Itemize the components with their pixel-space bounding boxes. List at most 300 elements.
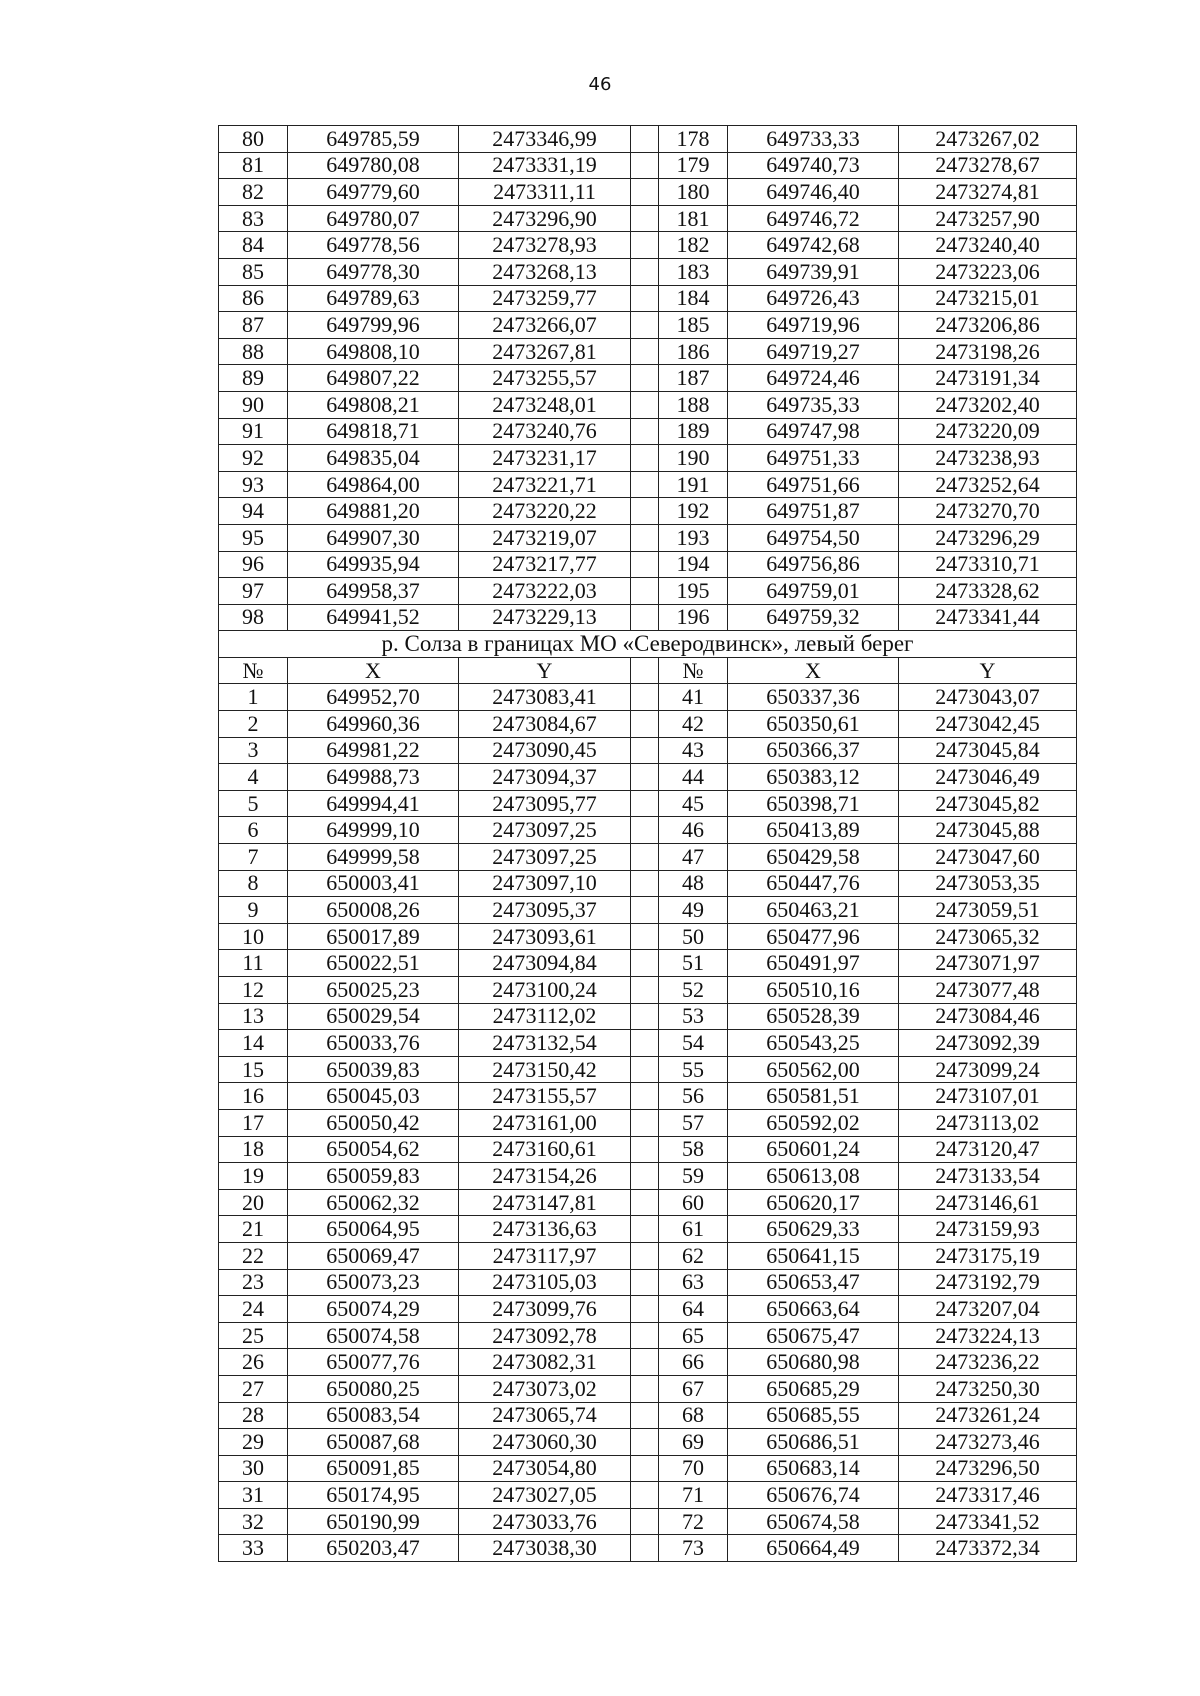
left-y-coordinate-cell: 2473219,07 — [459, 524, 631, 551]
right-point-number-cell: 50 — [659, 923, 728, 950]
right-point-number-cell: 67 — [659, 1375, 728, 1402]
right-point-number-cell: 63 — [659, 1269, 728, 1296]
spacer-cell — [631, 1242, 659, 1269]
right-x-coordinate-cell: 649754,50 — [728, 524, 899, 551]
spacer-cell — [631, 604, 659, 631]
right-y-coordinate-cell: 2473191,34 — [899, 365, 1077, 392]
right-point-number-cell: 182 — [659, 232, 728, 259]
right-point-number-cell: 59 — [659, 1163, 728, 1190]
left-x-coordinate-cell: 650025,23 — [288, 977, 459, 1004]
right-point-number-cell: 72 — [659, 1508, 728, 1535]
left-y-coordinate-cell: 2473221,71 — [459, 471, 631, 498]
left-x-coordinate-cell: 650003,41 — [288, 870, 459, 897]
right-x-coordinate-cell: 650641,15 — [728, 1242, 899, 1269]
table-row — [219, 1349, 1077, 1376]
left-point-number-cell: 96 — [219, 551, 288, 578]
left-y-coordinate-cell: 2473084,67 — [459, 711, 631, 738]
right-y-coordinate-cell: 2473261,24 — [899, 1402, 1077, 1429]
right-point-number-cell: 53 — [659, 1003, 728, 1030]
right-x-coordinate-cell: 649739,91 — [728, 258, 899, 285]
right-point-number-cell: 190 — [659, 445, 728, 472]
right-y-coordinate-cell: 2473257,90 — [899, 205, 1077, 232]
right-x-coordinate-cell: 650543,25 — [728, 1030, 899, 1057]
spacer-cell — [631, 1508, 659, 1535]
left-x-coordinate-cell: 649994,41 — [288, 790, 459, 817]
right-x-coordinate-cell: 649756,86 — [728, 551, 899, 578]
spacer-cell — [631, 1322, 659, 1349]
left-y-coordinate-cell: 2473154,26 — [459, 1163, 631, 1190]
table-row — [219, 205, 1077, 232]
spacer-cell — [631, 1189, 659, 1216]
right-point-number-cell: 43 — [659, 737, 728, 764]
table-row — [219, 1003, 1077, 1030]
right-point-number-cell: 65 — [659, 1322, 728, 1349]
right-point-number-cell: 188 — [659, 391, 728, 418]
left-point-number-cell: 10 — [219, 923, 288, 950]
left-point-number-cell: 23 — [219, 1269, 288, 1296]
left-point-number-cell: 30 — [219, 1455, 288, 1482]
right-x-coordinate-cell: 650429,58 — [728, 844, 899, 871]
left-point-number-cell: 33 — [219, 1535, 288, 1562]
left-x-coordinate-cell: 650059,83 — [288, 1163, 459, 1190]
right-y-coordinate-cell: 2473046,49 — [899, 764, 1077, 791]
right-point-number-cell: 46 — [659, 817, 728, 844]
right-y-coordinate-cell: 2473077,48 — [899, 977, 1077, 1004]
left-x-coordinate-cell: 650087,68 — [288, 1429, 459, 1456]
number-header: № — [219, 657, 288, 684]
right-x-coordinate-cell: 650366,37 — [728, 737, 899, 764]
left-y-coordinate-cell: 2473038,30 — [459, 1535, 631, 1562]
right-point-number-cell: 42 — [659, 711, 728, 738]
right-point-number-cell: 60 — [659, 1189, 728, 1216]
table-row — [219, 1216, 1077, 1243]
left-y-coordinate-cell: 2473160,61 — [459, 1136, 631, 1163]
left-point-number-cell: 88 — [219, 338, 288, 365]
right-y-coordinate-cell: 2473240,40 — [899, 232, 1077, 259]
right-point-number-cell: 58 — [659, 1136, 728, 1163]
left-x-coordinate-cell: 649808,10 — [288, 338, 459, 365]
left-y-coordinate-cell: 2473112,02 — [459, 1003, 631, 1030]
left-point-number-cell: 89 — [219, 365, 288, 392]
right-x-coordinate-cell: 650398,71 — [728, 790, 899, 817]
left-point-number-cell: 25 — [219, 1322, 288, 1349]
left-x-coordinate-cell: 649864,00 — [288, 471, 459, 498]
right-y-coordinate-cell: 2473059,51 — [899, 897, 1077, 924]
left-point-number-cell: 97 — [219, 578, 288, 605]
x-header: X — [728, 657, 899, 684]
right-y-coordinate-cell: 2473192,79 — [899, 1269, 1077, 1296]
left-x-coordinate-cell: 650203,47 — [288, 1535, 459, 1562]
right-x-coordinate-cell: 650477,96 — [728, 923, 899, 950]
table-row — [219, 1056, 1077, 1083]
right-point-number-cell: 66 — [659, 1349, 728, 1376]
right-point-number-cell: 70 — [659, 1455, 728, 1482]
right-x-coordinate-cell: 650601,24 — [728, 1136, 899, 1163]
right-y-coordinate-cell: 2473238,93 — [899, 445, 1077, 472]
left-y-coordinate-cell: 2473060,30 — [459, 1429, 631, 1456]
left-x-coordinate-cell: 650074,29 — [288, 1296, 459, 1323]
right-x-coordinate-cell: 650664,49 — [728, 1535, 899, 1562]
right-x-coordinate-cell: 650383,12 — [728, 764, 899, 791]
left-y-coordinate-cell: 2473054,80 — [459, 1455, 631, 1482]
left-point-number-cell: 26 — [219, 1349, 288, 1376]
left-x-coordinate-cell: 650039,83 — [288, 1056, 459, 1083]
table-row — [219, 1189, 1077, 1216]
left-point-number-cell: 83 — [219, 205, 288, 232]
spacer-cell — [631, 1030, 659, 1057]
right-x-coordinate-cell: 650581,51 — [728, 1083, 899, 1110]
spacer-cell — [631, 1056, 659, 1083]
right-y-coordinate-cell: 2473198,26 — [899, 338, 1077, 365]
right-y-coordinate-cell: 2473099,24 — [899, 1056, 1077, 1083]
left-point-number-cell: 21 — [219, 1216, 288, 1243]
table-row — [219, 232, 1077, 259]
left-x-coordinate-cell: 649941,52 — [288, 604, 459, 631]
right-x-coordinate-cell: 650613,08 — [728, 1163, 899, 1190]
left-point-number-cell: 15 — [219, 1056, 288, 1083]
table-row — [219, 365, 1077, 392]
left-x-coordinate-cell: 649807,22 — [288, 365, 459, 392]
right-point-number-cell: 195 — [659, 578, 728, 605]
right-x-coordinate-cell: 650510,16 — [728, 977, 899, 1004]
table-row — [219, 604, 1077, 631]
table-row — [219, 258, 1077, 285]
right-point-number-cell: 54 — [659, 1030, 728, 1057]
left-x-coordinate-cell: 650008,26 — [288, 897, 459, 924]
spacer-cell — [631, 1402, 659, 1429]
right-x-coordinate-cell: 650683,14 — [728, 1455, 899, 1482]
right-y-coordinate-cell: 2473113,02 — [899, 1109, 1077, 1136]
left-point-number-cell: 31 — [219, 1482, 288, 1509]
right-x-coordinate-cell: 649742,68 — [728, 232, 899, 259]
table-row — [219, 312, 1077, 339]
right-y-coordinate-cell: 2473159,93 — [899, 1216, 1077, 1243]
right-point-number-cell: 49 — [659, 897, 728, 924]
left-y-coordinate-cell: 2473229,13 — [459, 604, 631, 631]
right-x-coordinate-cell: 650620,17 — [728, 1189, 899, 1216]
left-y-coordinate-cell: 2473267,81 — [459, 338, 631, 365]
spacer-cell — [631, 1535, 659, 1562]
left-point-number-cell: 18 — [219, 1136, 288, 1163]
table-row — [219, 870, 1077, 897]
left-point-number-cell: 92 — [219, 445, 288, 472]
right-point-number-cell: 45 — [659, 790, 728, 817]
page-number: 46 — [588, 74, 612, 95]
spacer-cell — [631, 1083, 659, 1110]
left-x-coordinate-cell: 650054,62 — [288, 1136, 459, 1163]
right-point-number-cell: 192 — [659, 498, 728, 525]
section-title-row — [219, 631, 1077, 658]
table-row — [219, 152, 1077, 179]
right-y-coordinate-cell: 2473053,35 — [899, 870, 1077, 897]
left-y-coordinate-cell: 2473161,00 — [459, 1109, 631, 1136]
left-y-coordinate-cell: 2473217,77 — [459, 551, 631, 578]
left-point-number-cell: 12 — [219, 977, 288, 1004]
right-y-coordinate-cell: 2473267,02 — [899, 126, 1077, 153]
left-point-number-cell: 90 — [219, 391, 288, 418]
right-point-number-cell: 196 — [659, 604, 728, 631]
right-x-coordinate-cell: 649747,98 — [728, 418, 899, 445]
right-x-coordinate-cell: 649724,46 — [728, 365, 899, 392]
right-point-number-cell: 52 — [659, 977, 728, 1004]
left-y-coordinate-cell: 2473082,31 — [459, 1349, 631, 1376]
table-row — [219, 1163, 1077, 1190]
right-point-number-cell: 193 — [659, 524, 728, 551]
left-point-number-cell: 9 — [219, 897, 288, 924]
right-x-coordinate-cell: 650562,00 — [728, 1056, 899, 1083]
right-y-coordinate-cell: 2473250,30 — [899, 1375, 1077, 1402]
left-x-coordinate-cell: 649780,07 — [288, 205, 459, 232]
table-row — [219, 1508, 1077, 1535]
left-point-number-cell: 16 — [219, 1083, 288, 1110]
spacer-cell — [631, 205, 659, 232]
left-point-number-cell: 85 — [219, 258, 288, 285]
right-x-coordinate-cell: 650337,36 — [728, 684, 899, 711]
right-point-number-cell: 191 — [659, 471, 728, 498]
right-point-number-cell: 47 — [659, 844, 728, 871]
table-row — [219, 1322, 1077, 1349]
right-x-coordinate-cell: 649751,66 — [728, 471, 899, 498]
left-point-number-cell: 82 — [219, 179, 288, 206]
right-y-coordinate-cell: 2473175,19 — [899, 1242, 1077, 1269]
right-y-coordinate-cell: 2473310,71 — [899, 551, 1077, 578]
table-row — [219, 790, 1077, 817]
left-point-number-cell: 95 — [219, 524, 288, 551]
left-y-coordinate-cell: 2473346,99 — [459, 126, 631, 153]
right-x-coordinate-cell: 650685,55 — [728, 1402, 899, 1429]
left-point-number-cell: 2 — [219, 711, 288, 738]
spacer-cell — [631, 817, 659, 844]
spacer-cell — [631, 1455, 659, 1482]
left-x-coordinate-cell: 649785,59 — [288, 126, 459, 153]
left-y-coordinate-cell: 2473331,19 — [459, 152, 631, 179]
left-y-coordinate-cell: 2473220,22 — [459, 498, 631, 525]
right-x-coordinate-cell: 649751,33 — [728, 445, 899, 472]
spacer-cell — [631, 1163, 659, 1190]
right-x-coordinate-cell: 650350,61 — [728, 711, 899, 738]
right-y-coordinate-cell: 2473206,86 — [899, 312, 1077, 339]
table-row — [219, 684, 1077, 711]
spacer-cell — [631, 126, 659, 153]
x-header: X — [288, 657, 459, 684]
table-row — [219, 1375, 1077, 1402]
spacer-cell — [631, 1482, 659, 1509]
spacer-cell — [631, 844, 659, 871]
table-row — [219, 1455, 1077, 1482]
right-point-number-cell: 71 — [659, 1482, 728, 1509]
left-y-coordinate-cell: 2473094,84 — [459, 950, 631, 977]
spacer-cell — [631, 179, 659, 206]
right-y-coordinate-cell: 2473065,32 — [899, 923, 1077, 950]
left-y-coordinate-cell: 2473097,10 — [459, 870, 631, 897]
spacer-cell — [631, 1109, 659, 1136]
table-row — [219, 285, 1077, 312]
right-y-coordinate-cell: 2473270,70 — [899, 498, 1077, 525]
left-point-number-cell: 14 — [219, 1030, 288, 1057]
left-y-coordinate-cell: 2473147,81 — [459, 1189, 631, 1216]
right-y-coordinate-cell: 2473236,22 — [899, 1349, 1077, 1376]
column-header-row — [219, 657, 1077, 684]
left-x-coordinate-cell: 650064,95 — [288, 1216, 459, 1243]
spacer-cell — [631, 764, 659, 791]
left-x-coordinate-cell: 649818,71 — [288, 418, 459, 445]
left-x-coordinate-cell: 650050,42 — [288, 1109, 459, 1136]
spacer-cell — [631, 1296, 659, 1323]
left-x-coordinate-cell: 650083,54 — [288, 1402, 459, 1429]
number-header: № — [659, 657, 728, 684]
right-y-coordinate-cell: 2473341,44 — [899, 604, 1077, 631]
table-row — [219, 498, 1077, 525]
right-point-number-cell: 194 — [659, 551, 728, 578]
right-point-number-cell: 186 — [659, 338, 728, 365]
table-row — [219, 1083, 1077, 1110]
right-x-coordinate-cell: 649733,33 — [728, 126, 899, 153]
left-y-coordinate-cell: 2473092,78 — [459, 1322, 631, 1349]
spacer-cell — [631, 312, 659, 339]
left-x-coordinate-cell: 650190,99 — [288, 1508, 459, 1535]
table-row — [219, 126, 1077, 153]
table-row — [219, 897, 1077, 924]
spacer-cell — [631, 1349, 659, 1376]
spacer-cell — [631, 950, 659, 977]
left-point-number-cell: 29 — [219, 1429, 288, 1456]
right-x-coordinate-cell: 650663,64 — [728, 1296, 899, 1323]
left-x-coordinate-cell: 649778,56 — [288, 232, 459, 259]
right-x-coordinate-cell: 649735,33 — [728, 391, 899, 418]
left-x-coordinate-cell: 650069,47 — [288, 1242, 459, 1269]
left-x-coordinate-cell: 650062,32 — [288, 1189, 459, 1216]
left-x-coordinate-cell: 650029,54 — [288, 1003, 459, 1030]
left-x-coordinate-cell: 649988,73 — [288, 764, 459, 791]
spacer-cell — [631, 1269, 659, 1296]
left-point-number-cell: 13 — [219, 1003, 288, 1030]
table-row — [219, 471, 1077, 498]
spacer-cell — [631, 365, 659, 392]
left-y-coordinate-cell: 2473311,11 — [459, 179, 631, 206]
right-y-coordinate-cell: 2473047,60 — [899, 844, 1077, 871]
right-x-coordinate-cell: 650491,97 — [728, 950, 899, 977]
spacer-cell — [631, 923, 659, 950]
right-y-coordinate-cell: 2473084,46 — [899, 1003, 1077, 1030]
spacer-cell — [631, 445, 659, 472]
left-point-number-cell: 28 — [219, 1402, 288, 1429]
left-y-coordinate-cell: 2473296,90 — [459, 205, 631, 232]
left-y-coordinate-cell: 2473248,01 — [459, 391, 631, 418]
left-point-number-cell: 3 — [219, 737, 288, 764]
right-y-coordinate-cell: 2473045,88 — [899, 817, 1077, 844]
spacer-cell — [631, 258, 659, 285]
right-y-coordinate-cell: 2473296,50 — [899, 1455, 1077, 1482]
right-point-number-cell: 185 — [659, 312, 728, 339]
left-point-number-cell: 98 — [219, 604, 288, 631]
spacer-cell — [631, 711, 659, 738]
left-x-coordinate-cell: 649779,60 — [288, 179, 459, 206]
spacer-cell — [631, 897, 659, 924]
table-row — [219, 817, 1077, 844]
coordinates-table — [218, 125, 1077, 1562]
left-x-coordinate-cell: 650073,23 — [288, 1269, 459, 1296]
right-y-coordinate-cell: 2473092,39 — [899, 1030, 1077, 1057]
right-point-number-cell: 73 — [659, 1535, 728, 1562]
right-y-coordinate-cell: 2473107,01 — [899, 1083, 1077, 1110]
left-x-coordinate-cell: 649778,30 — [288, 258, 459, 285]
table-row — [219, 1242, 1077, 1269]
left-x-coordinate-cell: 650017,89 — [288, 923, 459, 950]
left-x-coordinate-cell: 649999,58 — [288, 844, 459, 871]
left-y-coordinate-cell: 2473132,54 — [459, 1030, 631, 1057]
right-y-coordinate-cell: 2473341,52 — [899, 1508, 1077, 1535]
left-y-coordinate-cell: 2473259,77 — [459, 285, 631, 312]
left-x-coordinate-cell: 649789,63 — [288, 285, 459, 312]
left-point-number-cell: 6 — [219, 817, 288, 844]
right-point-number-cell: 180 — [659, 179, 728, 206]
spacer-cell — [631, 391, 659, 418]
spacer-cell — [631, 737, 659, 764]
right-y-coordinate-cell: 2473252,64 — [899, 471, 1077, 498]
left-point-number-cell: 11 — [219, 950, 288, 977]
table-row — [219, 1269, 1077, 1296]
right-x-coordinate-cell: 649759,32 — [728, 604, 899, 631]
right-x-coordinate-cell: 649746,72 — [728, 205, 899, 232]
right-point-number-cell: 179 — [659, 152, 728, 179]
left-y-coordinate-cell: 2473136,63 — [459, 1216, 631, 1243]
left-y-coordinate-cell: 2473033,76 — [459, 1508, 631, 1535]
right-point-number-cell: 51 — [659, 950, 728, 977]
table-row — [219, 737, 1077, 764]
left-point-number-cell: 91 — [219, 418, 288, 445]
table-row — [219, 764, 1077, 791]
spacer-cell — [631, 338, 659, 365]
spacer-cell — [631, 285, 659, 312]
left-x-coordinate-cell: 650077,76 — [288, 1349, 459, 1376]
right-y-coordinate-cell: 2473223,06 — [899, 258, 1077, 285]
y-header: Y — [899, 657, 1077, 684]
right-y-coordinate-cell: 2473215,01 — [899, 285, 1077, 312]
right-point-number-cell: 178 — [659, 126, 728, 153]
left-y-coordinate-cell: 2473095,37 — [459, 897, 631, 924]
left-y-coordinate-cell: 2473097,25 — [459, 844, 631, 871]
spacer-cell — [631, 790, 659, 817]
left-y-coordinate-cell: 2473155,57 — [459, 1083, 631, 1110]
left-x-coordinate-cell: 649881,20 — [288, 498, 459, 525]
table-row — [219, 1030, 1077, 1057]
right-x-coordinate-cell: 649719,96 — [728, 312, 899, 339]
right-y-coordinate-cell: 2473296,29 — [899, 524, 1077, 551]
table-row — [219, 923, 1077, 950]
spacer-cell — [631, 498, 659, 525]
right-x-coordinate-cell: 649746,40 — [728, 179, 899, 206]
table-row — [219, 391, 1077, 418]
left-point-number-cell: 80 — [219, 126, 288, 153]
right-point-number-cell: 189 — [659, 418, 728, 445]
spacer-cell — [631, 578, 659, 605]
right-y-coordinate-cell: 2473273,46 — [899, 1429, 1077, 1456]
spacer-header — [631, 657, 659, 684]
right-x-coordinate-cell: 650676,74 — [728, 1482, 899, 1509]
left-point-number-cell: 22 — [219, 1242, 288, 1269]
table-row — [219, 1109, 1077, 1136]
left-point-number-cell: 81 — [219, 152, 288, 179]
spacer-cell — [631, 524, 659, 551]
table-row — [219, 1429, 1077, 1456]
spacer-cell — [631, 471, 659, 498]
spacer-cell — [631, 1136, 659, 1163]
spacer-cell — [631, 418, 659, 445]
left-point-number-cell: 94 — [219, 498, 288, 525]
left-x-coordinate-cell: 649952,70 — [288, 684, 459, 711]
right-point-number-cell: 181 — [659, 205, 728, 232]
left-x-coordinate-cell: 650174,95 — [288, 1482, 459, 1509]
